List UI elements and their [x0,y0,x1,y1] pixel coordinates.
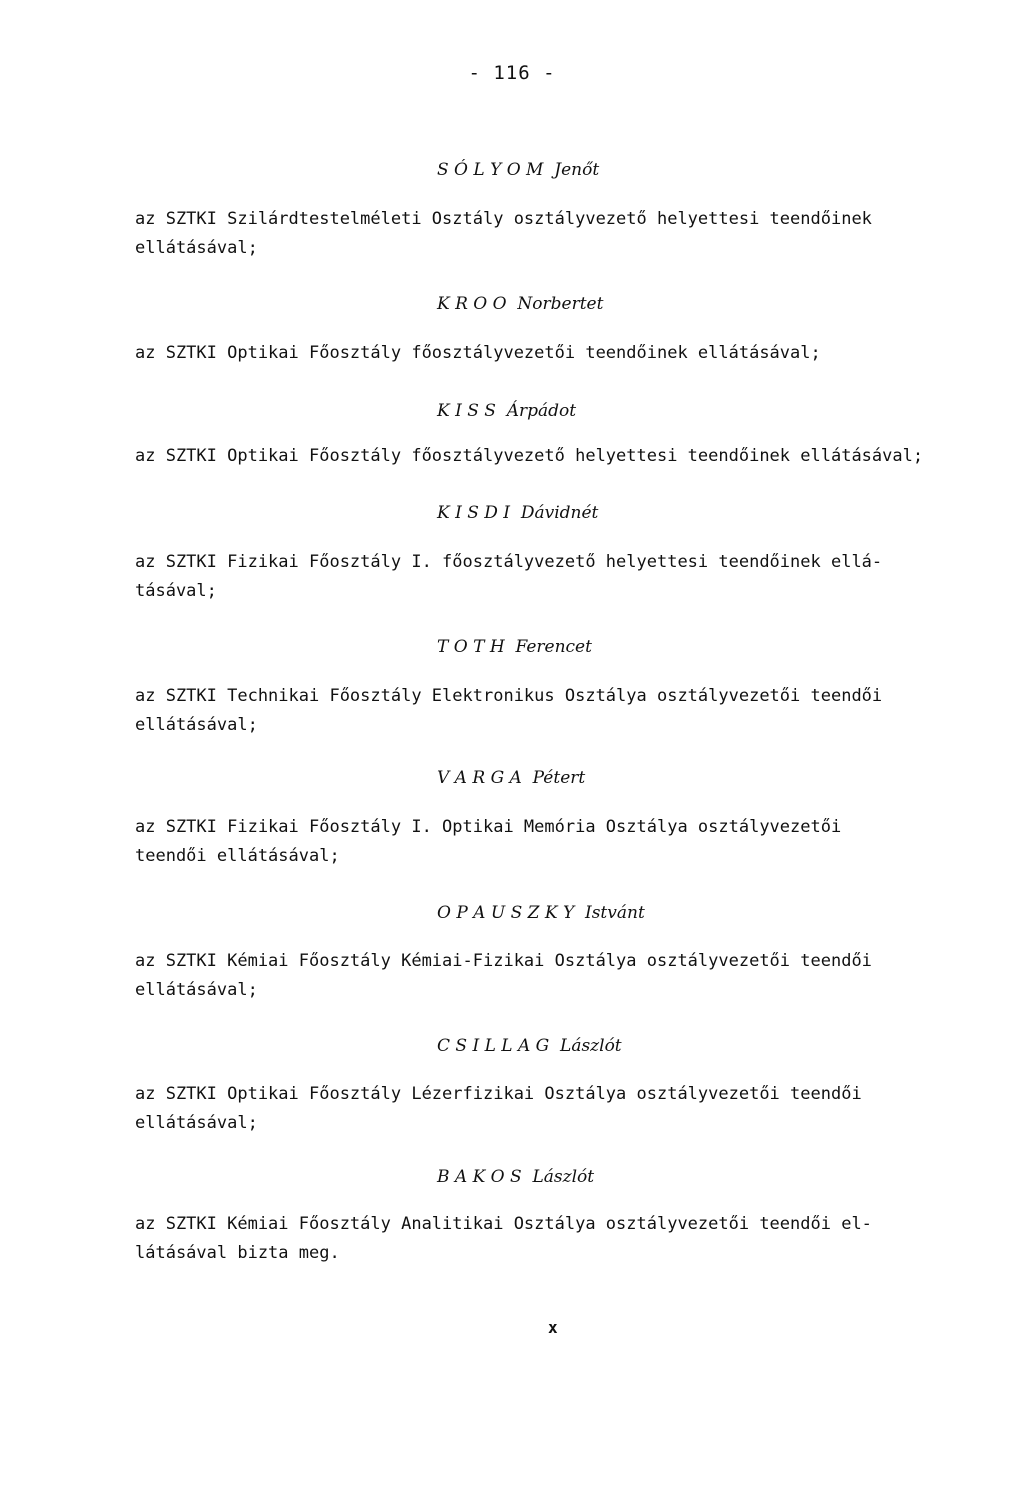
page-number: - 116 - [468,62,556,84]
appointment-text-line-2: ellátásával; [135,238,258,258]
appointment-text-line-2: látásával bizta meg. [135,1243,340,1263]
appointment-text-line-1: az SZTKI Szilárdtestelméleti Osztály osztályvezető helyettesi teendőinek [135,209,872,229]
appointment-text-line-1: az SZTKI Optikai Főosztály Lézerfizikai Osztálya osztályvezetői teendői [135,1084,862,1104]
appointment-text-line-1: az SZTKI Kémiai Főosztály Kémiai-Fizikai Osztálya osztályvezetői teendői [135,951,872,971]
appointment-text-line-1: az SZTKI Fizikai Főosztály I. főosztályvezető helyettesi teendőinek ellá- [135,552,883,572]
person-name: O P A U S Z K Y Istvánt [437,903,645,923]
person-name: K R O O Norbertet [437,294,604,314]
end-mark: x [548,1318,558,1337]
appointment-text-line-1: az SZTKI Technikai Főosztály Elektronikus Osztálya osztályvezetői teendői [135,686,883,706]
person-name: S Ó L Y O M Jenőt [437,160,600,180]
person-name: K I S D I Dávidnét [437,503,599,523]
person-name: K I S S Árpádot [437,401,577,421]
appointment-text-line-2: teendői ellátásával; [135,846,340,866]
appointment-text-line-2: tásával; [135,581,217,601]
person-name: T O T H Ferencet [437,637,592,657]
appointment-text-line-2: ellátásával; [135,715,258,735]
appointment-text-line-2: ellátásával; [135,1113,258,1133]
appointment-text-line-1: az SZTKI Optikai Főosztály főosztályvezető helyettesi teendőinek ellátásával; [135,446,924,466]
person-name: C S I L L A G Lászlót [437,1036,622,1056]
appointment-text-line-1: az SZTKI Optikai Főosztály főosztályvezetői teendőinek ellátásával; [135,343,821,363]
person-name: B A K O S Lászlót [437,1167,595,1187]
appointment-text-line-1: az SZTKI Fizikai Főosztály I. Optikai Memória Osztálya osztályvezetői [135,817,842,837]
appointment-text-line-2: ellátásával; [135,980,258,1000]
appointment-text-line-1: az SZTKI Kémiai Főosztály Analitikai Osztálya osztályvezetői teendői el- [135,1214,872,1234]
person-name: V A R G A Pétert [437,768,586,788]
